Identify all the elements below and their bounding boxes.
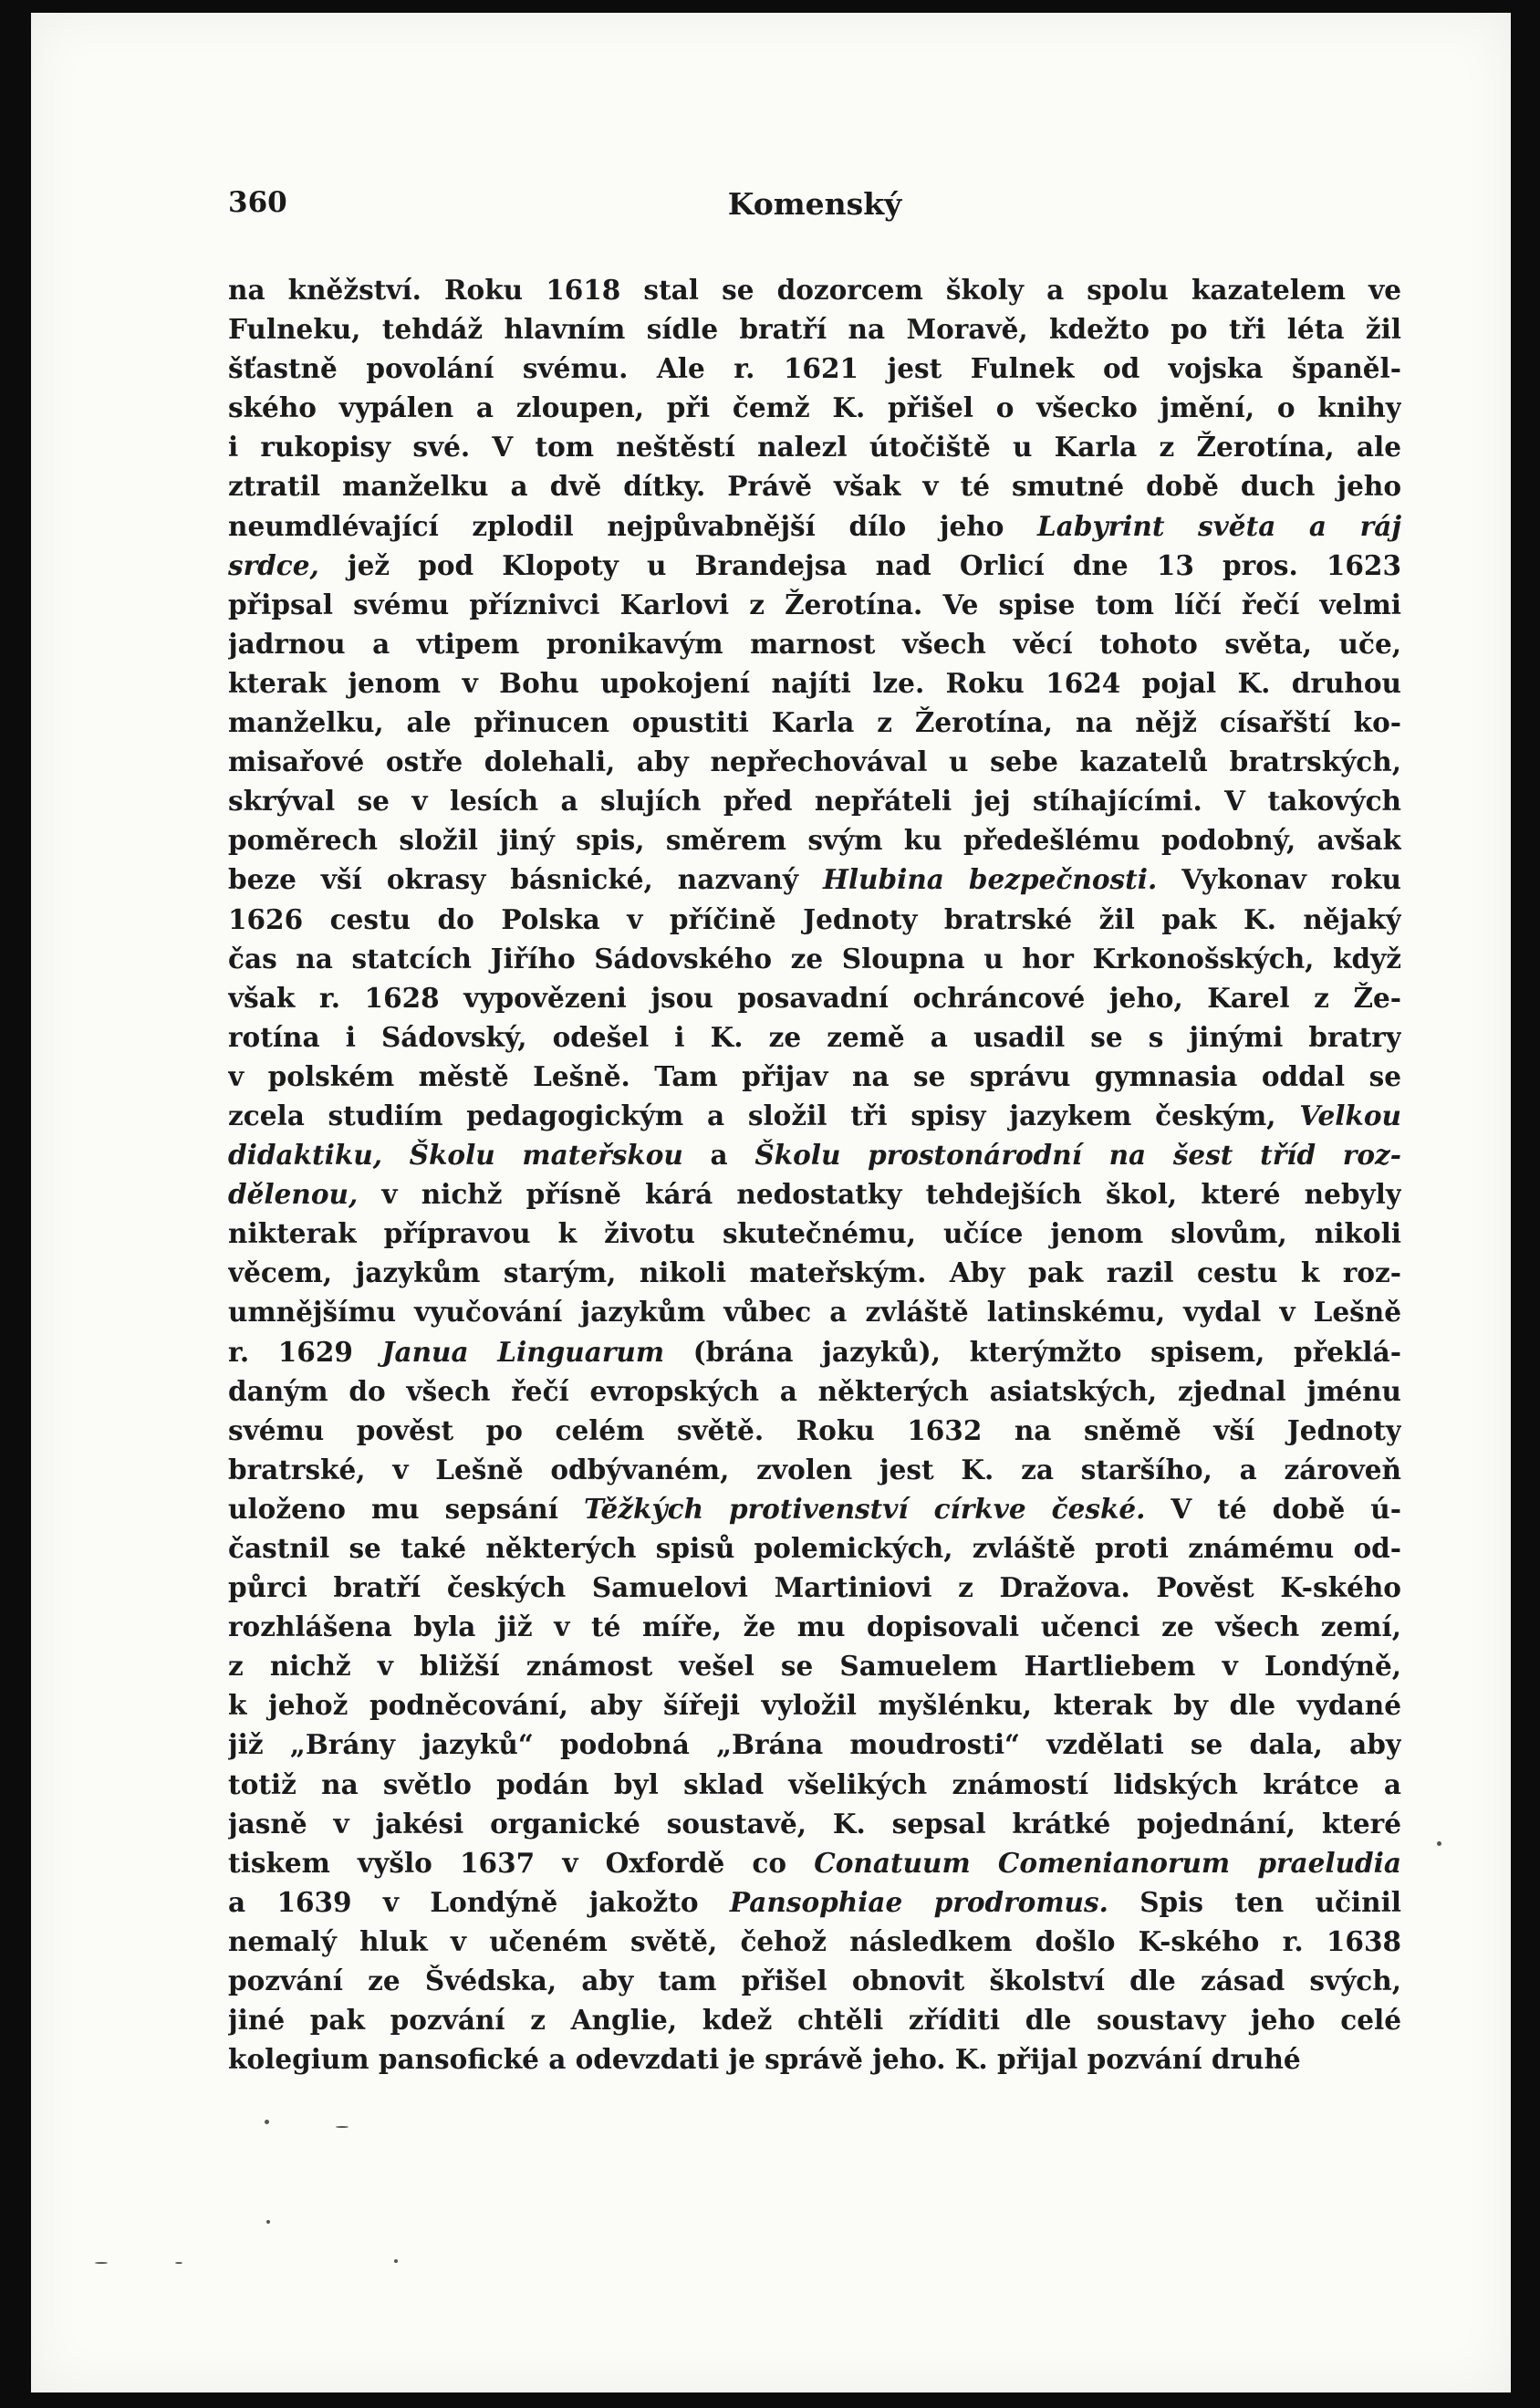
line-text: r. 1629: [228, 1335, 382, 1368]
line-text: věcem, jazykům starým, nikoli mateřským. Aby pak razil cestu k roz-: [228, 1256, 1401, 1289]
line-text: kolegium pansofické a odevzdati je správě jeho. K. přijal pozvání druhé: [228, 2043, 1301, 2076]
scan-speck: [336, 2126, 349, 2128]
text-line: [228, 1568, 1401, 1607]
text-line: [228, 703, 1401, 742]
text-line: [228, 624, 1401, 663]
text-line: [228, 1253, 1401, 1292]
text-line: [228, 1135, 1401, 1174]
italic-title-text: Hlubina bezpečnosti.: [822, 863, 1158, 896]
italic-title-text: Těžkých protivenství církve české.: [583, 1492, 1146, 1525]
text-line: [228, 1332, 1401, 1371]
text-line: [228, 1411, 1401, 1450]
line-text: nikterak přípravou k životu skutečnému, učíce jenom slovům, nikoli: [228, 1217, 1401, 1250]
text-line: [228, 1961, 1401, 2000]
text-line: [228, 1843, 1401, 1882]
body-text: [228, 270, 1401, 2079]
scan-speck: [265, 2120, 269, 2124]
line-text: svému pověst po celém světě. Roku 1632 na sněmě vší Jednoty: [228, 1413, 1401, 1446]
line-text: daným do všech řečí evropských a některých asiatských, zjednal jménu: [228, 1374, 1401, 1407]
text-line: [228, 1174, 1401, 1214]
line-text: zcela studiím pedagogickým a složil tři spisy jazykem českým,: [228, 1099, 1300, 1131]
line-text: šťastně povolání svému. Ale r. 1621 jest Fulnek od vojska španěl-: [228, 352, 1401, 385]
text-line: [228, 546, 1401, 585]
text-line: [228, 742, 1401, 781]
line-text: Fulneku, tehdáž hlavním sídle bratří na Moravě, kdežto po tři léta žil: [228, 313, 1401, 346]
line-text: misařové ostře dolehali, aby nepřechovával u sebe kazatelů bratrských,: [228, 745, 1401, 778]
scan-speck: [394, 2259, 398, 2263]
line-text: jiné pak pozvání z Anglie, kdež chtěli zříditi dle soustavy jeho celé: [228, 2004, 1401, 2037]
text-line: [228, 1096, 1401, 1135]
text-line: [228, 270, 1401, 309]
text-line: [228, 1214, 1401, 1253]
text-line: [228, 388, 1401, 427]
scan-speck: [95, 2262, 108, 2264]
italic-title-text: Školu prostonárodní na šest tříd roz-: [754, 1139, 1401, 1172]
line-text: i rukopisy své. V tom neštěstí nalezl útočiště u Karla z Žerotína, ale: [228, 431, 1401, 464]
scan-speck: [266, 2220, 270, 2224]
line-text: ztratil manželku a dvě dítky. Právě však v té smutné době duch jeho: [228, 470, 1401, 503]
line-text: však r. 1628 vypovězeni jsou posavadní ochráncové jeho, Karel z Že-: [228, 981, 1401, 1014]
line-text: častnil se také některých spisů polemických, zvláště proti známému od-: [228, 1532, 1401, 1564]
line-text: v nichž přísně kárá nedostatky tehdejších škol, které nebyly: [358, 1178, 1401, 1211]
line-text: kterak jenom v Bohu upokojení najíti lze. Roku 1624 pojal K. druhou: [228, 666, 1401, 699]
line-text: rotína i Sádovský, odešel i K. ze země a usadil se s jinými bratry: [228, 1020, 1401, 1053]
line-text: nemalý hluk v učeném světě, čehož následkem došlo K-ského r. 1638: [228, 1924, 1401, 1957]
text-line: [228, 1017, 1401, 1057]
italic-title-text: dělenou,: [228, 1178, 359, 1211]
text-line: [228, 1057, 1401, 1096]
text-line: [228, 900, 1401, 939]
line-text: manželku, ale přinucen opustiti Karla z Žerotína, na nějž císařští ko-: [228, 706, 1401, 739]
text-line: [228, 506, 1401, 546]
line-text: totiž na světlo podán byl sklad všelikých známostí lidských krátce a: [228, 1767, 1401, 1800]
line-text: umnějšímu vyučování jazykům vůbec a zvláště latinskému, vydal v Lešně: [228, 1296, 1401, 1329]
italic-title-text: Labyrint světa a ráj: [1037, 509, 1401, 542]
line-text: čas na statcích Jiřího Sádovského ze Sloupna u hor Krkonošských, když: [228, 942, 1401, 975]
italic-title-text: Velkou: [1299, 1099, 1401, 1131]
book-page: [31, 13, 1511, 2392]
text-line: [228, 1450, 1401, 1489]
line-text: jasně v jakési organické soustavě, K. sepsal krátké pojednání, které: [228, 1807, 1401, 1840]
line-text: již „Brány jazyků“ podobná „Brána moudrosti“ vzdělati se dala, aby: [228, 1728, 1401, 1761]
line-text: jadrnou a vtipem pronikavým marnost všech věcí tohoto světa, uče,: [228, 627, 1401, 660]
text-line: [228, 820, 1401, 860]
line-text: pozvání ze Švédska, aby tam přišel obnovit školství dle zásad svých,: [228, 1965, 1401, 1997]
text-line: [228, 939, 1401, 978]
text-line: [228, 1922, 1401, 1961]
text-line: [228, 427, 1401, 466]
italic-title-text: srdce,: [228, 548, 319, 581]
line-text: tiskem vyšlo 1637 v Oxfordě co: [228, 1846, 815, 1879]
scan-speck: [175, 2262, 182, 2264]
line-text: V té době ú-: [1145, 1492, 1401, 1525]
text-line: [228, 1371, 1401, 1411]
line-text: půrci bratří českých Samuelovi Martiniovi z Dražova. Pověst K-ského: [228, 1571, 1401, 1604]
line-text: beze vší okrasy básnické, nazvaný: [228, 863, 823, 896]
running-head: [228, 186, 1401, 241]
text-line: [228, 1882, 1401, 1922]
line-text: a: [682, 1139, 755, 1172]
text-line: [228, 1804, 1401, 1843]
line-text: jež pod Klopoty u Brandejsa nad Orlicí dne 13 pros. 1623: [318, 548, 1401, 581]
text-line: [228, 663, 1401, 703]
line-text: (brána jazyků), kterýmžto spisem, překlá-: [664, 1335, 1401, 1368]
line-text: uloženo mu sepsání: [228, 1492, 584, 1525]
text-line: [228, 860, 1401, 899]
text-line: [228, 585, 1401, 624]
italic-title-text: Pansophiae prodromus.: [729, 1885, 1108, 1918]
running-title: Komenský: [727, 186, 902, 222]
text-line: [228, 1528, 1401, 1568]
text-line: [228, 2039, 1401, 2079]
line-text: z nichž v bližší známost vešel se Samuelem Hartliebem v Londýně,: [228, 1650, 1401, 1683]
text-line: [228, 349, 1401, 388]
italic-title-text: Conatuum Comenianorum praeludia: [814, 1846, 1401, 1879]
line-text: rozhlášena byla již v té míře, že mu dopisovali učenci ze všech zemí,: [228, 1611, 1401, 1643]
scan-speck: [1437, 1841, 1441, 1846]
line-text: bratrské, v Lešně odbývaném, zvolen jest K. za staršího, a zároveň: [228, 1453, 1401, 1485]
line-text: poměrech složil jiný spis, směrem svým ku předešlému podobný, avšak: [228, 824, 1401, 857]
line-text: v polském městě Lešně. Tam přijav na se správu gymnasia oddal se: [228, 1059, 1401, 1092]
text-line: [228, 2000, 1401, 2039]
text-line: [228, 1765, 1401, 1804]
text-line: [228, 1292, 1401, 1331]
line-text: neumdlévající zplodil nejpůvabnější dílo jeho: [228, 509, 1037, 542]
line-text: na kněžství. Roku 1618 stal se dozorcem školy a spolu kazatelem ve: [228, 274, 1401, 306]
text-line: [228, 1685, 1401, 1725]
line-text: 1626 cestu do Polska v příčině Jednoty bratrské žil pak K. nějaký: [228, 902, 1401, 935]
text-line: [228, 781, 1401, 820]
line-text: k jehož podněcování, aby šířeji vyložil myšlénku, kterak by dle vydané: [228, 1689, 1401, 1722]
text-line: [228, 1725, 1401, 1764]
line-text: ského vypálen a zloupen, při čemž K. přišel o všecko jmění, o knihy: [228, 391, 1401, 424]
text-line: [228, 978, 1401, 1017]
line-text: a 1639 v Londýně jakožto: [228, 1885, 730, 1918]
italic-title-text: didaktiku, Školu mateřskou: [228, 1139, 683, 1172]
line-text: připsal svému příznivci Karlovi z Žerotína. Ve spise tom líčí řečí velmi: [228, 588, 1401, 620]
text-line: [228, 309, 1401, 349]
page-number: 360: [228, 186, 287, 219]
line-text: skrýval se v lesích a slujích před nepřáteli jej stíhajícími. V takových: [228, 785, 1401, 818]
text-line: [228, 1607, 1401, 1646]
italic-title-text: Janua Linguarum: [381, 1335, 665, 1368]
line-text: Spis ten učinil: [1108, 1885, 1401, 1918]
line-text: Vykonav roku: [1157, 863, 1401, 896]
text-line: [228, 1646, 1401, 1685]
text-line: [228, 466, 1401, 506]
text-line: [228, 1489, 1401, 1528]
